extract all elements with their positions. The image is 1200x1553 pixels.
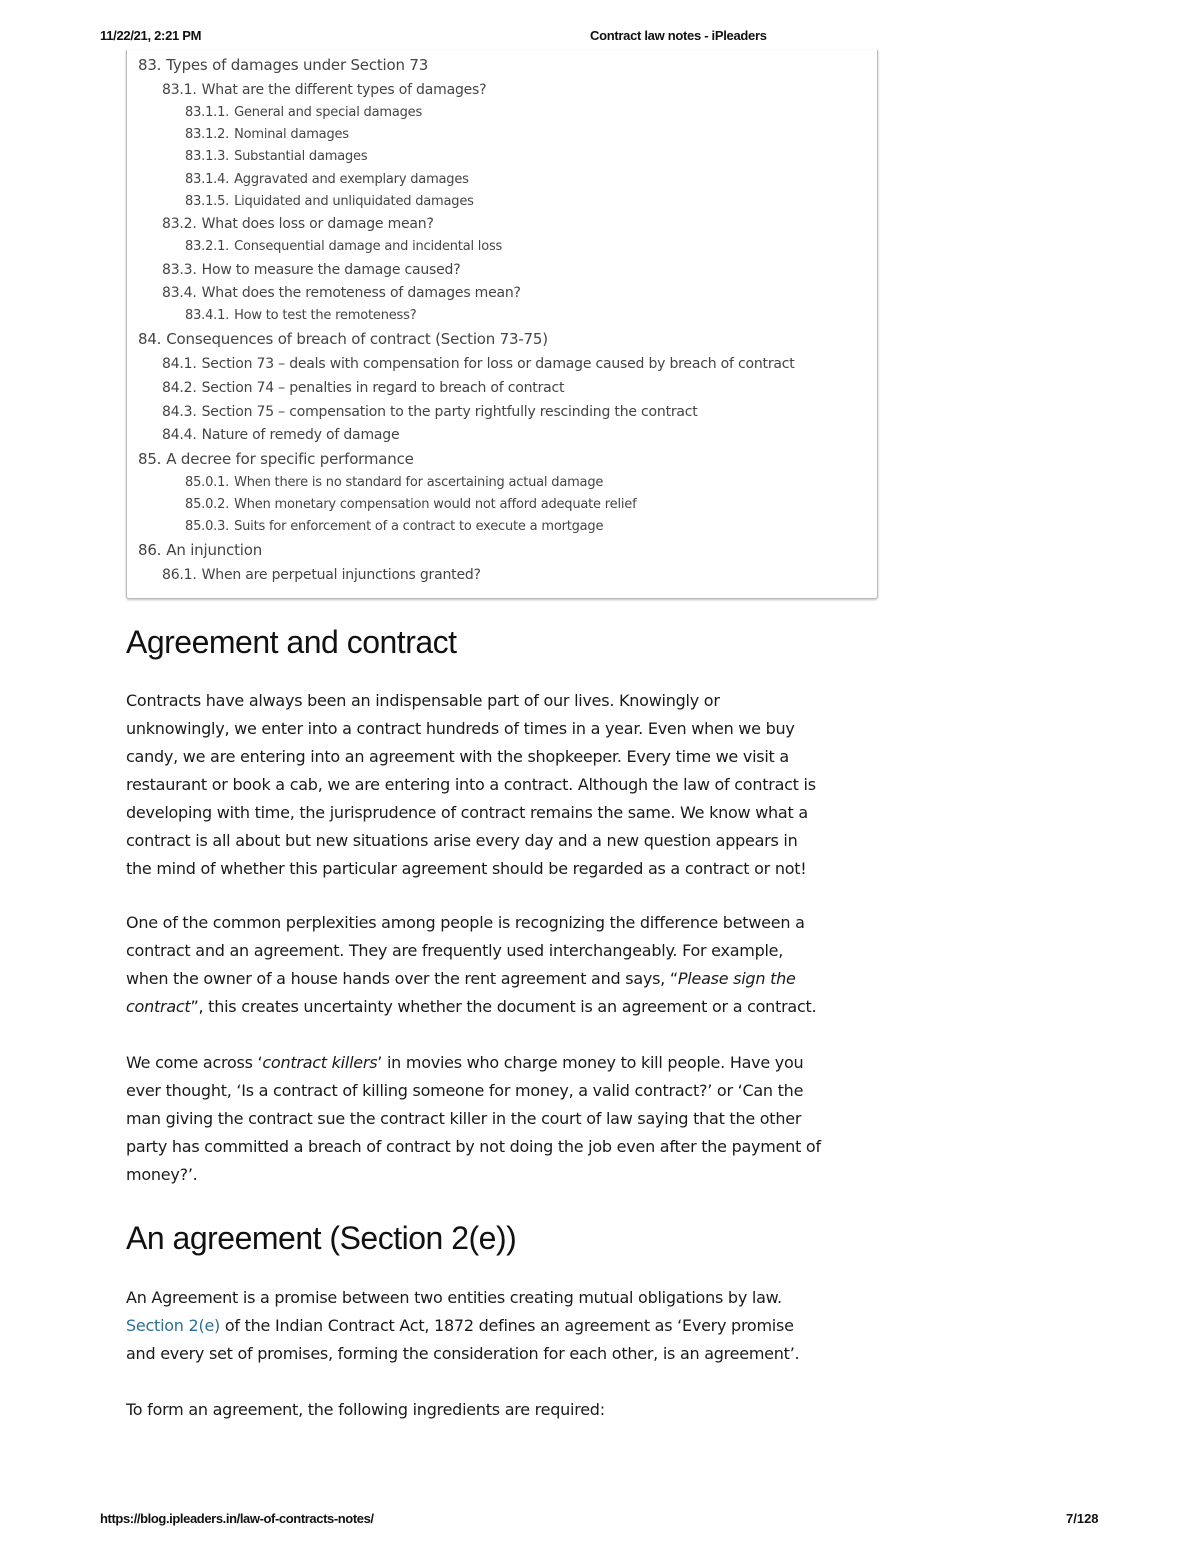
heading-agreement-and-contract: Agreement and contract [126,624,457,660]
toc-number: 83.1.5. [185,194,230,209]
toc-item[interactable] [185,519,603,534]
toc-text: Nominal damages [234,127,349,142]
toc-text: What does the remoteness of damages mean? [201,285,521,301]
toc-item[interactable] [185,475,603,490]
toc-number: 83. [138,56,162,74]
toc-text: When there is no standard for ascertaining actual damage [234,475,604,490]
paragraph-contracts-intro: Contracts have always been an indispensable part of our lives. Knowingly or unknowingly, we enter into a contract hundreds of times in a year. Even when we buy candy, we are entering into an agreement with the shopkeeper. Every time we visit a restaurant or book a cab, we are entering into a contract. Although the law of contract is developing with time, the jurisprudence of contract remains the same. We know what a contract is all about but new situations arise every day and a new question appears in the mind of whether this particular agreement should be regarded as a contract or not! [126,691,816,878]
toc-text: Types of damages under Section 73 [166,56,429,74]
toc-text: Nature of remedy of damage [201,427,400,443]
toc-item[interactable] [162,380,564,396]
toc-number: 83.1.3. [185,149,230,164]
toc-item[interactable] [162,82,486,98]
toc-item[interactable] [162,262,460,278]
toc-number: 83.4. [162,285,197,301]
toc-number: 85.0.3. [185,519,230,534]
toc-item[interactable] [185,308,416,323]
toc-text: How to test the remoteness? [234,308,417,323]
toc-item[interactable] [162,356,795,372]
toc-text: Aggravated and exemplary damages [234,172,469,187]
toc-item[interactable] [162,285,521,301]
toc-text: Consequential damage and incidental loss [234,239,503,254]
toc-text: Substantial damages [234,149,368,164]
toc-text: Suits for enforcement of a contract to execute a mortgage [234,519,604,534]
toc-item[interactable] [138,56,428,74]
toc-number: 84.1. [162,356,197,372]
toc-item[interactable] [185,127,349,142]
toc-text: An injunction [166,541,263,559]
toc-text: Consequences of breach of contract (Section 73-75) [166,330,548,348]
toc-number: 86.1. [162,567,197,583]
toc-text: General and special damages [234,105,423,120]
toc-item[interactable] [138,541,262,559]
print-header-title: Contract law notes - iPleaders [590,28,767,43]
toc-number: 84.2. [162,380,197,396]
paragraph-contract-killers: We come across ‘contract killers’ in movies who charge money to kill people. Have you ever thought, ‘Is a contract of killing someone for money, a valid contract?’ or ‘Can the man giving the contract sue the contract killer in the court of law saying that the other party has committed a breach of contract by not doing the job even after the payment of money?’. [126,1053,821,1184]
toc-number: 85.0.1. [185,475,230,490]
toc-number: 83.2. [162,216,197,232]
toc-number: 86. [138,541,162,559]
toc-item[interactable] [185,105,422,120]
toc-item[interactable] [185,194,474,209]
toc-item[interactable] [185,239,502,254]
toc-item[interactable] [162,427,399,443]
paragraph-perplexities: One of the common perplexities among people is recognizing the difference between a contract and an agreement. They are frequently used interchangeably. For example, when the owner of a house hands over the rent agreement and says, “Please sign the contract”, this creates uncertainty whether the document is an agreement or a contract. [126,913,817,1016]
toc-number: 83.1.4. [185,172,230,187]
toc-number: 84. [138,330,162,348]
toc-number: 85. [138,450,162,468]
paragraph-ingredients-intro: To form an agreement, the following ingredients are required: [126,1400,605,1419]
toc-number: 83.2.1. [185,239,230,254]
toc-text: When monetary compensation would not afford adequate relief [234,497,637,512]
toc-item[interactable] [162,404,698,420]
toc-number: 83.4.1. [185,308,230,323]
toc-text: When are perpetual injunctions granted? [201,567,481,583]
toc-item[interactable] [162,567,481,583]
paragraph-agreement-definition: An Agreement is a promise between two entities creating mutual obligations by law. Section 2(e) of the Indian Contract Act, 1872 defines an agreement as ‘Every promise and every set of promises, forming the consideration for each other, is an agreement’. [126,1288,800,1363]
toc-text: How to measure the damage caused? [201,262,461,278]
toc-text: What does loss or damage mean? [201,216,434,232]
toc-text: Liquidated and unliquidated damages [234,194,474,209]
toc-text: Section 73 – deals with compensation for loss or damage caused by breach of contract [201,356,795,372]
toc-item[interactable] [138,450,414,468]
toc-item[interactable] [185,497,636,512]
toc-number: 83.1. [162,82,197,98]
toc-text: Section 75 – compensation to the party rightfully rescinding the contract [201,404,698,420]
toc-text: Section 74 – penalties in regard to breach of contract [201,380,565,396]
toc-text: A decree for specific performance [166,450,414,468]
print-footer-page-number: 7/128 [1066,1511,1099,1526]
toc-text: What are the different types of damages? [201,82,487,98]
toc-number: 85.0.2. [185,497,230,512]
toc-number: 84.3. [162,404,197,420]
section-2e-link[interactable]: Section 2(e) [126,1316,221,1335]
toc-number: 84.4. [162,427,197,443]
toc-number: 83.1.2. [185,127,230,142]
toc-item[interactable] [185,172,469,187]
toc-number: 83.3. [162,262,197,278]
toc-item[interactable] [162,216,434,232]
heading-an-agreement-section-2e: An agreement (Section 2(e)) [126,1220,517,1256]
toc-number: 83.1.1. [185,105,230,120]
print-footer-url: https://blog.ipleaders.in/law-of-contracts-notes/ [100,1511,374,1526]
toc-item[interactable] [138,330,548,348]
print-header-datetime: 11/22/21, 2:21 PM [100,28,202,43]
toc-item[interactable] [185,149,367,164]
